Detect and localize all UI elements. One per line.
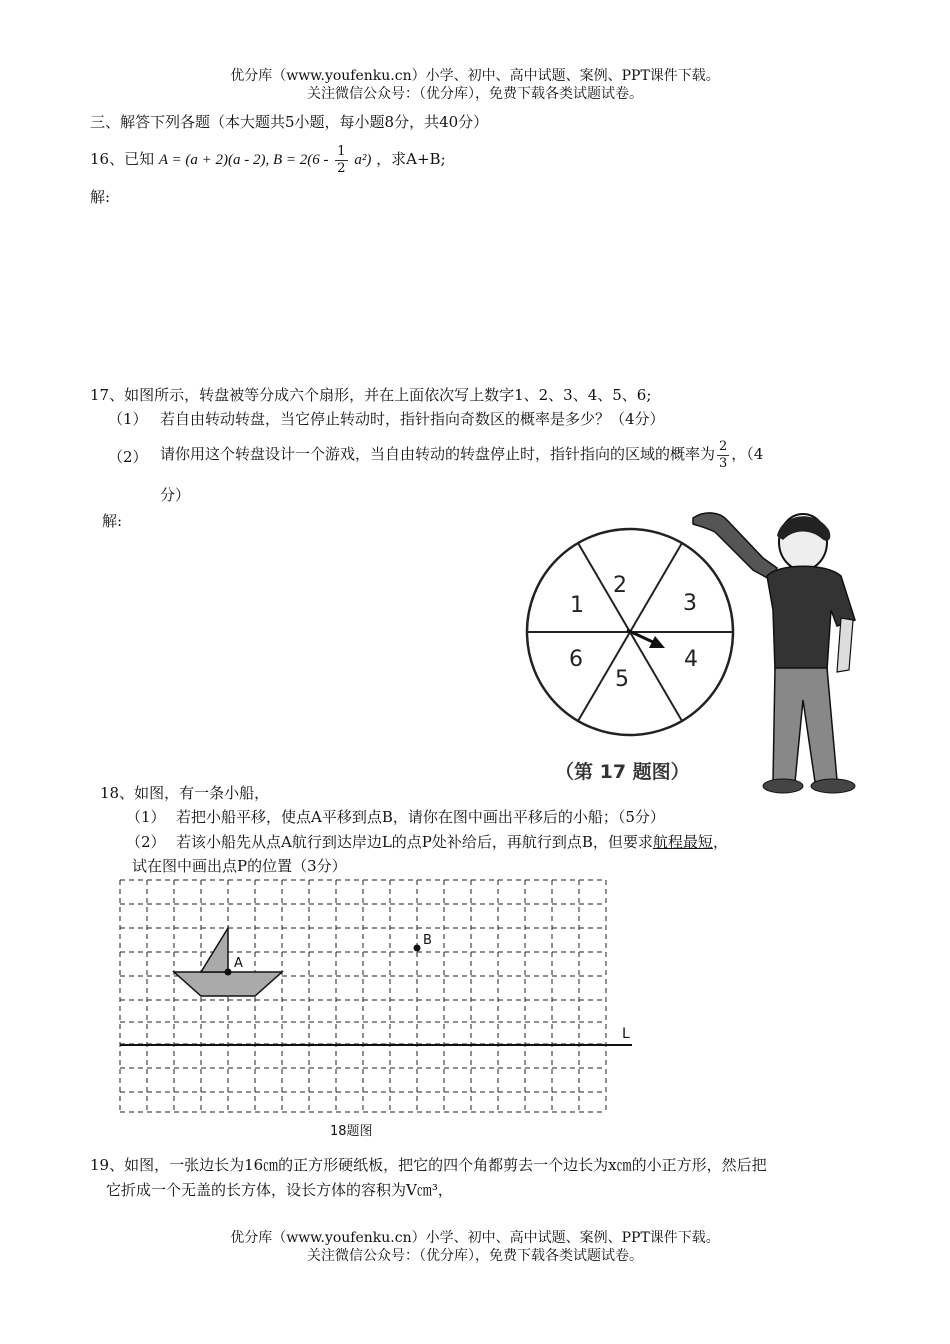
q17-answer-label: 解: bbox=[102, 512, 123, 530]
boat-hull bbox=[174, 972, 282, 996]
header-line-1: 优分库（www.youfenku.cn）小学、初中、高中试题、案例、PPT课件下载。 bbox=[230, 68, 720, 84]
q17-part1-number: （1） bbox=[108, 410, 148, 428]
q16-expr-b: a²) bbox=[354, 152, 372, 168]
sector-4: 4 bbox=[684, 647, 698, 672]
q19-line-2: 它折成一个无盖的长方体，设长方体的容积为V㎝³， bbox=[106, 1181, 453, 1199]
q16-frac-num: 1 bbox=[337, 143, 346, 159]
sector-3: 3 bbox=[683, 591, 697, 616]
header-line-2: 关注微信公众号：（优分库），免费下载各类试题试卷。 bbox=[307, 86, 643, 102]
q18-part1-number: （1） bbox=[126, 808, 166, 826]
point-a bbox=[225, 969, 232, 976]
sector-6: 6 bbox=[569, 647, 583, 672]
sector-5: 5 bbox=[615, 667, 629, 692]
q17-part2-number: （2） bbox=[108, 448, 148, 466]
grid-caption: 18题图 bbox=[330, 1124, 373, 1139]
q18-part1-text: 若把小船平移，使点A平移到点B，请你在图中画出平移后的小船；（5分） bbox=[176, 808, 665, 826]
grid-lines bbox=[120, 880, 606, 1112]
q18-part2-text-b: ， bbox=[712, 833, 728, 851]
q17-stem: 17、如图所示，转盘被等分成六个扇形，并在上面依次写上数字1、2、3、4、5、6; bbox=[90, 386, 652, 404]
q17-part2-text bbox=[160, 436, 763, 472]
label-l: L bbox=[622, 1026, 630, 1042]
q16-fraction bbox=[335, 144, 347, 177]
boat-grid-figure bbox=[110, 872, 650, 1142]
footer-line-2: 关注微信公众号：（优分库），免费下载各类试题试卷。 bbox=[307, 1248, 643, 1264]
q17-part1-text: 若自由转动转盘，当它停止转动时，指针指向奇数区的概率是多少？（4分） bbox=[160, 410, 665, 428]
footer-line-1: 优分库（www.youfenku.cn）小学、初中、高中试题、案例、PPT课件下载。 bbox=[230, 1230, 720, 1246]
label-b: B bbox=[423, 933, 432, 948]
label-a: A bbox=[234, 956, 243, 971]
sector-2: 2 bbox=[613, 573, 627, 598]
q18-stem: 18、如图，有一条小船， bbox=[100, 784, 270, 802]
spinner-caption: （第 17 题图） bbox=[555, 761, 690, 783]
q17-fraction bbox=[717, 439, 729, 472]
spinner-figure bbox=[515, 500, 875, 800]
q19-line-1: 19、如图，一张边长为16㎝的正方形硬纸板，把它的四个角都剪去一个边长为x㎝的小正方形，然后把 bbox=[90, 1156, 767, 1174]
q18-part2-text bbox=[176, 831, 728, 852]
q17-frac-den: 3 bbox=[719, 455, 728, 471]
question-16 bbox=[90, 139, 446, 180]
q16-expr-a: A = (a + 2)(a - 2), B = 2(6 - bbox=[158, 152, 329, 168]
q18-part2-continuation: 试在图中画出点P的位置（3分） bbox=[132, 857, 347, 875]
q16-prefix: 16、已知 bbox=[90, 150, 155, 168]
q16-frac-den: 2 bbox=[337, 160, 346, 176]
sector-1: 1 bbox=[570, 593, 584, 618]
q18-part2-text-a: 若该小船先从点A航行到达岸边L的点P处补给后，再航行到点B，但要求 bbox=[176, 833, 653, 851]
q18-underlined-term: 航程最短 bbox=[652, 833, 713, 851]
q16-answer-label: 解: bbox=[90, 188, 111, 206]
q17-frac-num: 2 bbox=[719, 438, 728, 454]
boat-sail bbox=[201, 928, 228, 972]
q17-part2-tail: ，（4 bbox=[731, 445, 764, 463]
section-title: 三、解答下列各题（本大题共5小题，每小题8分，共40分） bbox=[90, 113, 489, 131]
q17-part2-main: 请你用这个转盘设计一个游戏，当自由转动的转盘停止时，指针指向的区域的概率为 bbox=[160, 445, 716, 463]
q17-part2-continuation: 分） bbox=[160, 486, 191, 504]
point-b bbox=[414, 945, 421, 952]
q16-suffix: ，求A+B; bbox=[376, 150, 446, 168]
q18-part2-number: （2） bbox=[126, 833, 166, 851]
